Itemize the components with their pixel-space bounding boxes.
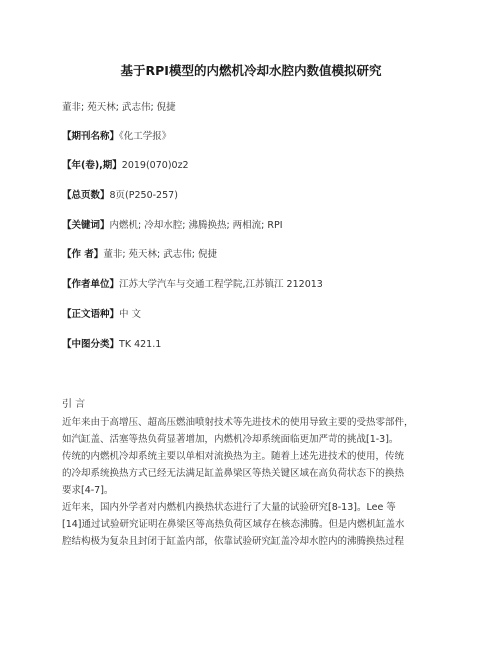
meta-classification xyxy=(62,336,161,350)
body-line: 要求[4-7]。 xyxy=(62,485,114,496)
meta-key: 【作者单位】 xyxy=(62,279,120,290)
body-text xyxy=(62,414,442,550)
body-line: 如汽缸盖、活塞等热负荷显著增加，内燃机冷却系统面临更加严苛的挑战[1-3]。 xyxy=(62,434,399,445)
document-title: 基于RPI模型的内燃机冷却水腔内数值模拟研究 xyxy=(120,63,382,78)
body-line: 传统的内燃机冷却系统主要以单相对流换热为主。随着上述先进技术的使用，传统 xyxy=(62,451,405,462)
meta-value: 董非; 苑天林; 武志伟; 倪捷 xyxy=(103,249,217,260)
meta-authors xyxy=(62,246,217,260)
meta-key: 【作 者】 xyxy=(62,249,104,260)
meta-keywords xyxy=(62,217,283,231)
meta-journal xyxy=(62,128,171,142)
meta-volume xyxy=(62,157,189,171)
meta-affiliation xyxy=(62,276,323,290)
meta-key: 【期刊名称】 xyxy=(62,131,120,142)
meta-key: 【正文语种】 xyxy=(62,309,120,320)
meta-value: 江苏大学汽车与交通工程学院,江苏镇江 212013 xyxy=(119,279,323,290)
body-line: 的冷却系统换热方式已经无法满足缸盖鼻梁区等热关键区域在高负荷状态下的换热 xyxy=(62,468,405,479)
meta-value: 中 文 xyxy=(119,309,142,320)
body-line: 近年来由于高增压、超高压燃油喷射技术等先进技术的使用导致主要的受热零部件， xyxy=(62,417,414,428)
meta-key: 【总页数】 xyxy=(62,190,110,201)
meta-value: 2019(070)0z2 xyxy=(121,160,189,171)
meta-value: 《化工学报》 xyxy=(119,131,172,142)
author-list: 董非; 苑天林; 武志伟; 倪捷 xyxy=(62,102,176,113)
meta-value: 8页(P250-257) xyxy=(109,190,178,201)
meta-key: 【关键词】 xyxy=(62,220,110,231)
meta-language xyxy=(62,306,141,320)
body-line: [14]通过试验研究证明在鼻梁区等高热负荷区域存在核态沸腾。但是内燃机缸盖水 xyxy=(62,519,405,530)
meta-key: 【中图分类】 xyxy=(62,339,120,350)
body-line: 近年来，国内外学者对内燃机内换热状态进行了大量的试验研究[8-13]。Lee 等 xyxy=(62,502,396,513)
meta-key: 【年(卷),期】 xyxy=(62,160,122,171)
section-heading: 引 言 xyxy=(62,399,86,410)
meta-value: TK 421.1 xyxy=(119,339,162,350)
body-line: 腔结构极为复杂且封闭于缸盖内部，依靠试验研究缸盖冷却水腔内的沸腾换热过程 xyxy=(62,536,405,547)
meta-pages xyxy=(62,187,178,201)
meta-value: 内燃机; 冷却水腔; 沸腾换热; 两相流; RPI xyxy=(109,220,283,231)
